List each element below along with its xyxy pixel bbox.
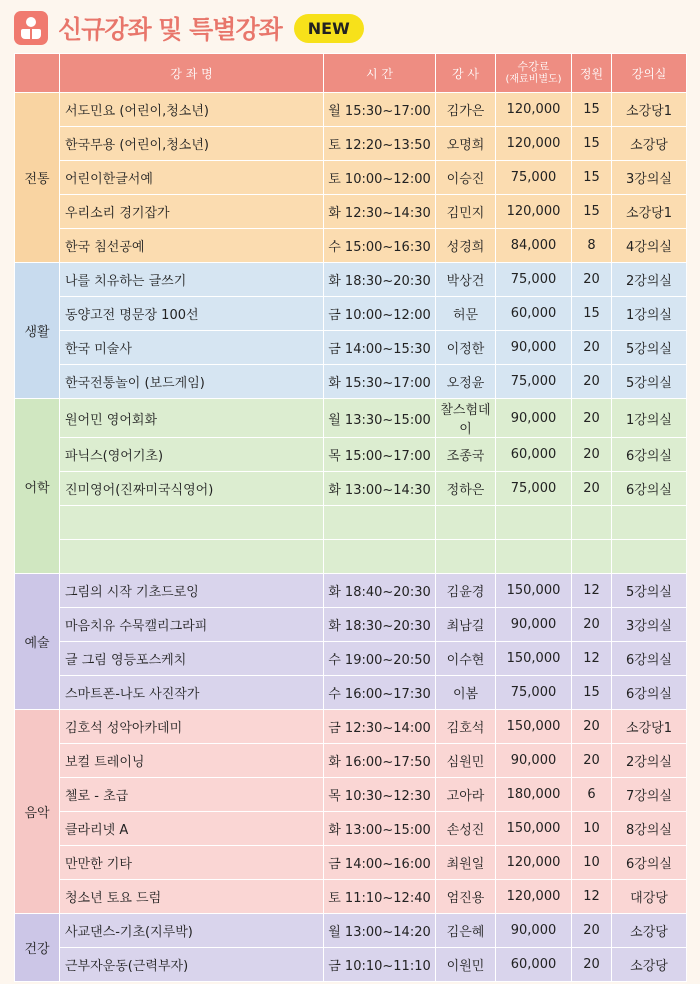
time-cell: 금 12:30~14:00 [324,710,436,744]
table-row [15,127,687,161]
course-name-cell: 우리소리 경기잡가 [60,195,324,229]
teacher-cell: 박상건 [436,263,496,297]
table-row [15,880,687,914]
room-cell: 8강의실 [612,812,687,846]
teacher-cell: 이승진 [436,161,496,195]
page-header [14,10,364,46]
fee-header-line2: (재료비별도) [505,73,562,85]
course-name-cell: 보컬 트레이닝 [60,744,324,778]
fee-cell: 75,000 [496,161,572,195]
teacher-cell: 엄진용 [436,880,496,914]
table-row [15,948,687,982]
teacher-cell: 이봄 [436,676,496,710]
teacher-cell: 성경희 [436,229,496,263]
capacity-cell: 15 [572,127,612,161]
time-cell: 목 15:00~17:00 [324,438,436,472]
room-cell: 4강의실 [612,229,687,263]
course-name-cell: 마음치유 수묵캘리그라피 [60,608,324,642]
course-name-cell: 어린이한글서예 [60,161,324,195]
fee-header-line1: 수강료 [517,59,550,73]
room-cell: 5강의실 [612,574,687,608]
course-table [14,53,687,982]
course-name-cell: 클라리넷 A [60,812,324,846]
room-cell: 5강의실 [612,331,687,365]
reader-logo-icon [14,11,48,45]
course-name-cell: 한국 침선공예 [60,229,324,263]
time-header: 시 간 [324,54,436,93]
table-row [15,846,687,880]
table-row [15,161,687,195]
fee-cell: 120,000 [496,195,572,229]
fee-cell: 150,000 [496,574,572,608]
time-cell: 화 13:00~14:30 [324,472,436,506]
course-name-cell: 첼로 - 초급 [60,778,324,812]
capacity-cell: 20 [572,948,612,982]
course-name-header: 강 좌 명 [60,54,324,93]
empty-cell [496,540,572,574]
course-name-cell: 진미영어(진짜미국식영어) [60,472,324,506]
capacity-cell: 12 [572,574,612,608]
category-header [15,54,60,93]
course-name-cell: 김호석 성악아카데미 [60,710,324,744]
category-cell: 생활 [15,263,60,399]
fee-cell: 90,000 [496,331,572,365]
table-row [15,365,687,399]
time-cell: 토 11:10~12:40 [324,880,436,914]
capacity-cell: 15 [572,195,612,229]
category-cell: 음악 [15,710,60,914]
fee-cell: 180,000 [496,778,572,812]
course-name-cell: 나를 치유하는 글쓰기 [60,263,324,297]
capacity-cell: 20 [572,608,612,642]
capacity-cell: 20 [572,472,612,506]
course-name-cell: 청소년 토요 드럼 [60,880,324,914]
teacher-cell: 이수현 [436,642,496,676]
table-row [15,438,687,472]
fee-cell: 90,000 [496,914,572,948]
table-row [15,229,687,263]
table-row [15,608,687,642]
capacity-cell: 20 [572,365,612,399]
time-cell: 화 13:00~15:00 [324,812,436,846]
teacher-cell: 김민지 [436,195,496,229]
fee-cell: 60,000 [496,948,572,982]
table-row [15,744,687,778]
fee-cell: 120,000 [496,880,572,914]
room-cell: 대강당 [612,880,687,914]
course-name-cell: 사교댄스-기초(지루박) [60,914,324,948]
table-row [15,642,687,676]
fee-cell: 75,000 [496,365,572,399]
capacity-cell: 15 [572,676,612,710]
time-cell: 토 10:00~12:00 [324,161,436,195]
time-cell: 금 10:00~12:00 [324,297,436,331]
fee-cell: 120,000 [496,846,572,880]
capacity-cell: 8 [572,229,612,263]
table-row [15,676,687,710]
room-cell: 6강의실 [612,438,687,472]
room-cell: 2강의실 [612,263,687,297]
empty-cell [572,506,612,540]
time-cell: 금 14:00~15:30 [324,331,436,365]
table-row [15,297,687,331]
teacher-cell: 김은혜 [436,914,496,948]
empty-cell [324,540,436,574]
room-cell: 소강당 [612,948,687,982]
fee-cell: 60,000 [496,297,572,331]
fee-header [496,54,572,93]
teacher-cell: 조종국 [436,438,496,472]
table-row [15,331,687,365]
empty-cell [572,540,612,574]
teacher-cell: 손성진 [436,812,496,846]
fee-cell: 84,000 [496,229,572,263]
capacity-cell: 12 [572,642,612,676]
fee-cell: 75,000 [496,676,572,710]
empty-cell [612,540,687,574]
category-cell: 건강 [15,914,60,982]
table-row [15,195,687,229]
course-name-cell: 한국 미술사 [60,331,324,365]
time-cell: 화 18:30~20:30 [324,263,436,297]
course-name-cell: 만만한 기타 [60,846,324,880]
room-cell: 7강의실 [612,778,687,812]
capacity-cell: 20 [572,438,612,472]
teacher-cell: 오정윤 [436,365,496,399]
capacity-cell: 12 [572,880,612,914]
table-row [15,574,687,608]
course-name-cell: 글 그림 영등포스케치 [60,642,324,676]
room-cell: 2강의실 [612,744,687,778]
room-cell: 1강의실 [612,297,687,331]
time-cell: 금 14:00~16:00 [324,846,436,880]
empty-row [15,540,687,574]
time-cell: 금 10:10~11:10 [324,948,436,982]
room-cell: 3강의실 [612,161,687,195]
fee-cell: 60,000 [496,438,572,472]
room-cell: 소강당 [612,127,687,161]
teacher-cell: 심원민 [436,744,496,778]
fee-cell: 90,000 [496,608,572,642]
empty-cell [60,506,324,540]
empty-cell [496,506,572,540]
time-cell: 화 18:30~20:30 [324,608,436,642]
category-cell: 예술 [15,574,60,710]
room-cell: 소강당1 [612,710,687,744]
time-cell: 월 15:30~17:00 [324,93,436,127]
teacher-cell: 김윤경 [436,574,496,608]
teacher-header: 강 사 [436,54,496,93]
capacity-cell: 10 [572,846,612,880]
new-badge: NEW [294,14,364,43]
capacity-cell: 15 [572,93,612,127]
fee-cell: 90,000 [496,399,572,438]
teacher-cell: 최남길 [436,608,496,642]
room-header: 강의실 [612,54,687,93]
fee-cell: 150,000 [496,812,572,846]
fee-cell: 120,000 [496,93,572,127]
empty-cell [60,540,324,574]
time-cell: 월 13:30~15:00 [324,399,436,438]
teacher-cell: 최원일 [436,846,496,880]
table-row [15,812,687,846]
room-cell: 6강의실 [612,642,687,676]
course-name-cell: 그림의 시작 기초드로잉 [60,574,324,608]
time-cell: 월 13:00~14:20 [324,914,436,948]
course-name-cell: 동양고전 명문장 100선 [60,297,324,331]
fee-cell: 90,000 [496,744,572,778]
time-cell: 수 19:00~20:50 [324,642,436,676]
fee-cell: 150,000 [496,710,572,744]
room-cell: 6강의실 [612,472,687,506]
course-name-cell: 스마트폰-나도 사진작가 [60,676,324,710]
room-cell: 소강당 [612,914,687,948]
teacher-cell: 이원민 [436,948,496,982]
fee-cell: 75,000 [496,263,572,297]
empty-cell [612,506,687,540]
time-cell: 목 10:30~12:30 [324,778,436,812]
empty-cell [324,506,436,540]
capacity-cell: 20 [572,399,612,438]
time-cell: 수 15:00~16:30 [324,229,436,263]
course-name-cell: 근부자운동(근력부자) [60,948,324,982]
table-row [15,399,687,438]
time-cell: 수 16:00~17:30 [324,676,436,710]
table-row [15,472,687,506]
teacher-cell: 찰스험데이 [436,399,496,438]
teacher-cell: 허문 [436,297,496,331]
time-cell: 화 12:30~14:30 [324,195,436,229]
capacity-header: 정원 [572,54,612,93]
time-cell: 토 12:20~13:50 [324,127,436,161]
room-cell: 6강의실 [612,846,687,880]
room-cell: 소강당1 [612,93,687,127]
table-row [15,93,687,127]
table-row [15,710,687,744]
table-header-row [15,54,687,93]
teacher-cell: 오명희 [436,127,496,161]
fee-cell: 150,000 [496,642,572,676]
room-cell: 5강의실 [612,365,687,399]
room-cell: 1강의실 [612,399,687,438]
fee-cell: 75,000 [496,472,572,506]
capacity-cell: 6 [572,778,612,812]
course-name-cell: 한국전통놀이 (보드게임) [60,365,324,399]
capacity-cell: 20 [572,331,612,365]
empty-cell [436,540,496,574]
time-cell: 화 16:00~17:50 [324,744,436,778]
category-cell: 전통 [15,93,60,263]
table-row [15,263,687,297]
capacity-cell: 20 [572,914,612,948]
capacity-cell: 20 [572,744,612,778]
capacity-cell: 15 [572,161,612,195]
teacher-cell: 이정한 [436,331,496,365]
page-title: 신규강좌 및 특별강좌 [58,15,282,44]
teacher-cell: 김호석 [436,710,496,744]
time-cell: 화 15:30~17:00 [324,365,436,399]
room-cell: 6강의실 [612,676,687,710]
empty-cell [436,506,496,540]
table-row [15,778,687,812]
capacity-cell: 20 [572,263,612,297]
fee-cell: 120,000 [496,127,572,161]
capacity-cell: 15 [572,297,612,331]
empty-row [15,506,687,540]
course-name-cell: 원어민 영어회화 [60,399,324,438]
course-name-cell: 서도민요 (어린이,청소년) [60,93,324,127]
room-cell: 소강당1 [612,195,687,229]
teacher-cell: 고아라 [436,778,496,812]
teacher-cell: 김가은 [436,93,496,127]
category-cell: 어학 [15,399,60,574]
time-cell: 화 18:40~20:30 [324,574,436,608]
room-cell: 3강의실 [612,608,687,642]
course-name-cell: 한국무용 (어린이,청소년) [60,127,324,161]
table-row [15,914,687,948]
capacity-cell: 20 [572,710,612,744]
teacher-cell: 정하은 [436,472,496,506]
capacity-cell: 10 [572,812,612,846]
course-name-cell: 파닉스(영어기초) [60,438,324,472]
